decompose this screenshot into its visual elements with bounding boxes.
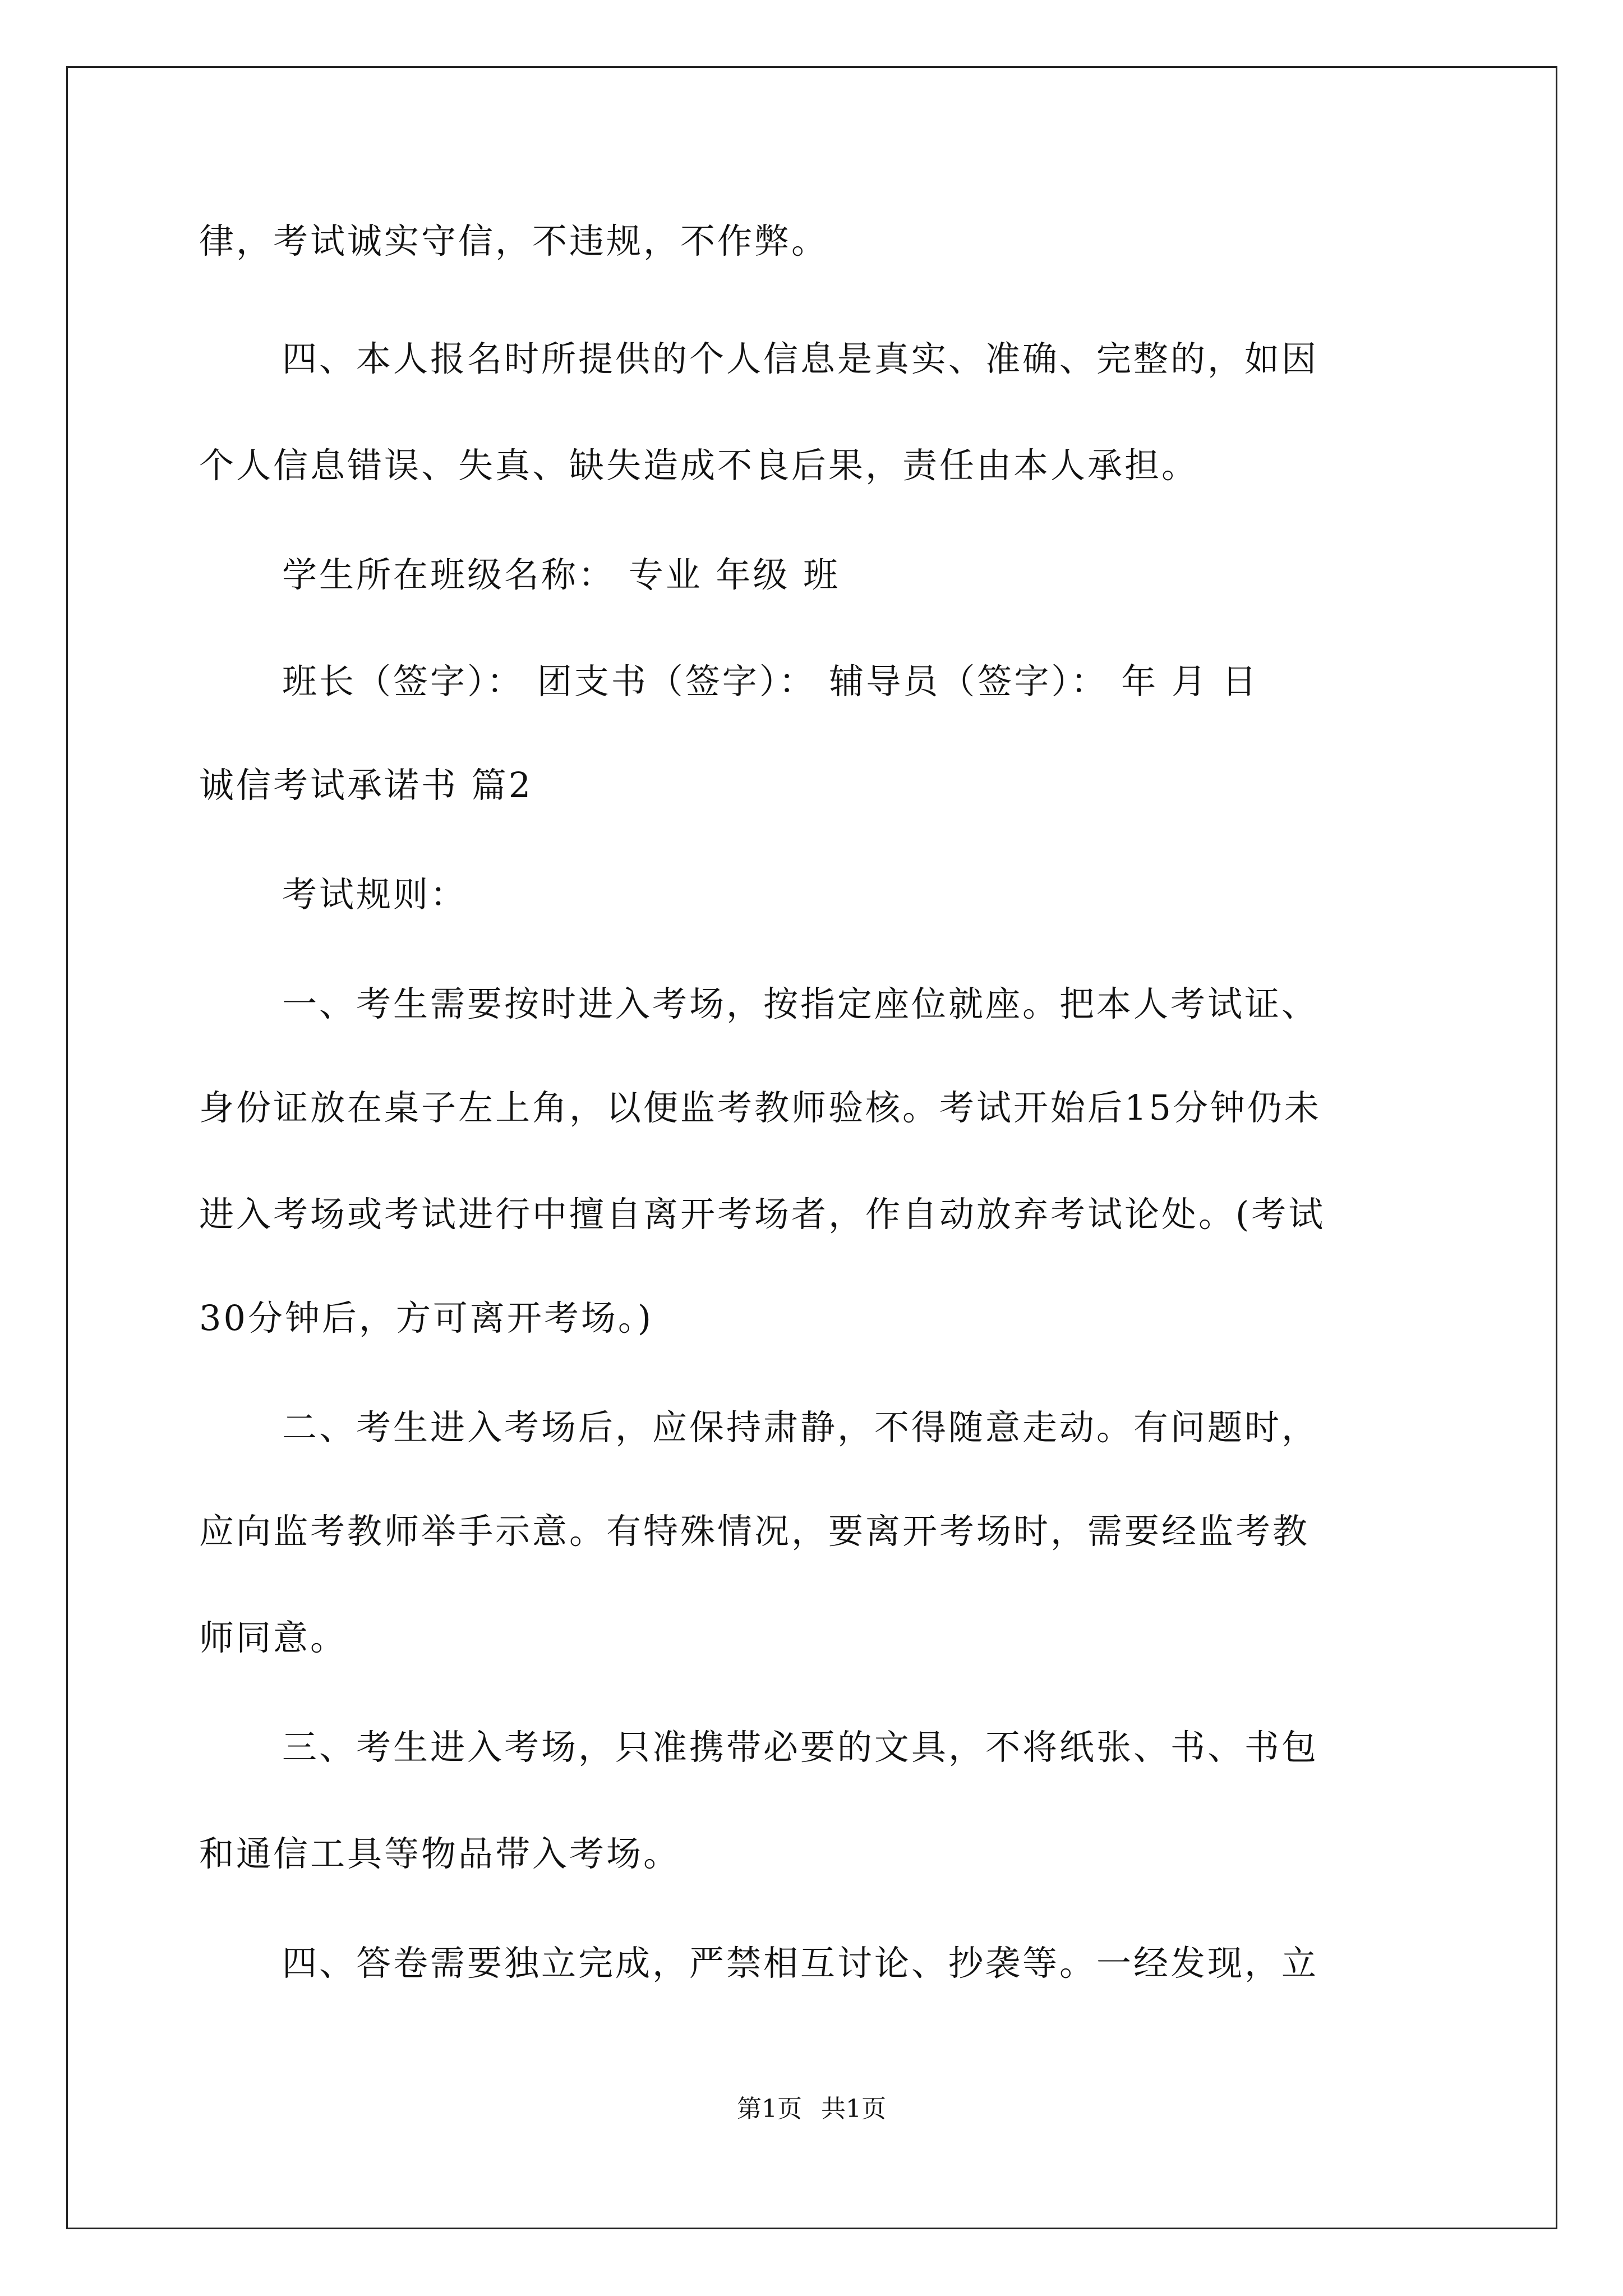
page-number: 第1页 (737, 2095, 802, 2123)
text-line: 一、考生需要按时进入考场，按指定座位就座。把本人考试证、 (282, 983, 1319, 1024)
text-line: 律，考试诚实守信，不违规，不作弊。 (199, 220, 829, 261)
text-line: 和通信工具等物品带入考场。 (199, 1833, 681, 1874)
text-line: 三、考生进入考场，只准携带必要的文具，不将纸张、书、书包 (282, 1727, 1319, 1768)
text-line: 师同意。 (199, 1617, 348, 1658)
text-line: 考试规则： (282, 874, 468, 915)
section-heading: 诚信考试承诺书 篇2 (199, 765, 533, 806)
text-line: 四、答卷需要独立完成，严禁相互讨论、抄袭等。一经发现，立 (282, 1943, 1319, 1984)
text-line: 身份证放在桌子左上角，以便监考教师验核。考试开始后15分钟仍未 (199, 1087, 1321, 1128)
text-line: 学生所在班级名称： 专业 年级 班 (282, 554, 841, 595)
text-line: 30分钟后，方可离开考场。) (199, 1297, 654, 1338)
page-total: 共1页 (821, 2095, 886, 2123)
text-line: 进入考场或考试进行中擅自离开考场者，作自动放弃考试论处。(考试 (199, 1194, 1326, 1235)
page-border (66, 66, 1557, 2229)
text-line: 应向监考教师举手示意。有特殊情况，要离开考场时，需要经监考教 (199, 1511, 1310, 1552)
text-line: 四、本人报名时所提供的个人信息是真实、准确、完整的，如因 (282, 338, 1319, 379)
page-footer (0, 2092, 1623, 2126)
text-line: 个人信息错误、失真、缺失造成不良后果，责任由本人承担。 (199, 445, 1199, 486)
text-line: 二、考生进入考场后，应保持肃静，不得随意走动。有问题时， (282, 1407, 1319, 1448)
text-line: 班长（签字）： 团支书（签字）： 辅导员（签字）： 年 月 日 (282, 661, 1259, 702)
